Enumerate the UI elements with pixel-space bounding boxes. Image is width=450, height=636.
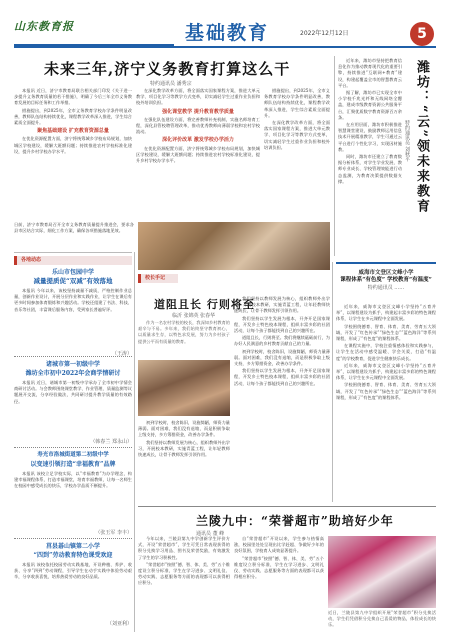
lead-paragraph: 在深化教学改革方面，将全面落实国家课程方案，推进大单元教学、项目化学习等教学方式变革，切实减轻学生过重作业负担和校外培训负担。 [136,88,260,106]
lead-paragraph: 本报讯 近日，济宁市教育局联合相关部门印发《关于进一步提升义务教育质量的若干措施》，明确了今后三年全市义务教育发展的目标任务和工作举措。 [14,88,132,106]
lead-subhead: 强化课堂教学 提升教育教学质量 [162,108,234,115]
lead-paragraph: 在优化资源配置方面，济宁将统筹城乡学校布局规划，加快城区学校建设，缓解大班额问题；持续推进农村学校标准化建设，提升乡村学校办学水平。 [136,145,260,164]
sidebar-item-source: （刘亚利） [106,621,132,627]
weihai-body [336,304,436,502]
section-title: 基础教育 [185,22,270,44]
lead-column-3 [264,88,330,218]
feature-intro [138,320,230,358]
weihai-header [336,262,436,302]
sidebar-item-body [14,471,132,529]
lead-paragraph: 在强化队伍建设方面，将完善教师补充机制，实施名师培育工程，深化县管校聘管理改革，推动优秀教师向薄弱学校和农村学校流动。 [136,116,260,135]
sidebar-item-title-1: 莒县碁山镇第二小学 [45,543,100,550]
feature-photo [138,360,230,416]
weihai-paragraph: 在课程实施中，学校注重情感体验和实践参与，让学生在活动中感受温暖、学会关爱，打造“有温度”的学校教育，促进学生健康快乐成长。 [336,343,436,361]
lanling-paragraph: “荣誉超市”按照“德、智、体、美、劳”五个维度设立积分标准，学生在学习进步、文明礼仪、劳动实践、志愿服务等方面的表现都可以获得相应积分。 [138,561,230,586]
sidebar-item-title-1: 寿光市洛城街道第二初级中学 [37,452,109,458]
sidebar-item-body [14,562,132,620]
sidebar-item [14,357,132,447]
column-divider [332,262,333,502]
lead-subhead: 深化评价改革 激发学校办学活力 [162,137,234,144]
feature-paragraph: 初到学校时，校舍陈旧，设施简陋，师资力量薄弱。面对困难，我们没有退缩，而是积极争取上级支持，多方筹措资金，改善办学条件。 [138,420,230,438]
right-column-body [338,58,402,258]
sidebar-item-title-2: 以变速引领打造“幸福教育”品牌 [30,461,116,468]
left-sidebar [14,268,132,630]
sidebar-item-source: （王涛） [111,351,132,357]
lanling-column-1 [138,536,230,630]
lead-column-2 [136,88,260,218]
lanling-column-2 [234,536,324,630]
lanling-paragraph: “荣誉超市”按照“德、智、体、美、劳”五个维度设立积分标准，学生在学习进步、文明礼仪、劳动实践、志愿服务等方面的表现都可以获得相应积分。 [234,555,324,580]
sidebar-tag: 各地动态 [14,256,132,265]
issue-date: 2022年12月12日 [300,30,349,37]
sidebar-item-body [14,380,132,438]
weihai-paragraph: 学校围绕德育、智育、体育、美育、劳育五大领域，开发了“红色传承”“绿色生态”“蓝色海洋”等系列课程，形成了“有色度”的课程体系。 [336,323,436,342]
weihai-title-1: 威海市文登区文峰小学 [358,270,414,276]
lead-paragraph: 在深化教学改革方面，将全面落实国家课程方案，推进大单元教学、项目化学习等教学方式变革，切实减轻学生过重作业负担和校外培训负担。 [264,120,330,150]
newspaper-logo: 山东教育报 [14,20,74,33]
feature-paragraph: 我们坚持以教师发展为核心，组织教师外出学习，开展校本教研，实施青蓝工程，让年轻教师快速成长，让骨干教师发挥引领作用。 [234,296,330,314]
lead-photo [138,222,330,270]
lanling-paragraph: 自“荣誉超市”开设以来，学生参与热情高涨，校园里处处呈现出比学赶超、争做好少年的良好氛围，学校育人成效显著提升。 [234,536,324,554]
sidebar-item [14,448,132,538]
sidebar-paragraph: 本报讯 该校立足学校实际，以“幸福教育”为办学理念，构建幸福课程体系，打造幸福课堂，培育幸福教师，让每一名师生在校园中感受成长的快乐，学校办学品质不断提升。 [14,471,132,489]
feature-tag: 校长手记 [138,274,178,283]
section-divider [14,252,132,253]
lanling-paragraph: 今年以来，兰陵县第九中学创新学生评价方式，开设“荣誉超市”，学生可凭日常表现获得的积分兑换学习用品、图书及荣誉奖励，有效激发了学生的学习积极性。 [138,536,230,560]
sidebar-item-source: （韩春兰 郑永山） [90,439,132,445]
lead-paragraph: 措施提出，到2025年，全市义务教育学校办学条件明显改善，教师队伍结构持续优化，课程教学改革深入推进，学生综合素质全面提升。 [264,88,330,118]
feature-byline: 临沂 张锦英 张春华 [172,313,216,319]
sidebar-item-title-2: 减量提质促“双减”有效落地 [33,277,113,285]
vertical-feature-title: 潍坊：“云”领未来教育 [414,60,429,214]
lead-paragraph: 在优化资源配置方面，济宁将统筹城乡学校布局规划，加快城区学校建设，缓解大班额问题；持续推进农村学校标准化建设，提升乡村学校办学水平。 [14,136,132,154]
lanling-title: 兰陵九中：“荣誉超市”助培好少年 [196,514,394,528]
column-divider [134,252,135,632]
lanling-photo [328,536,436,608]
lead-paragraph: 措施提出，到2025年，全市义务教育学校办学条件明显改善，教师队伍结构持续优化，课程教学改革深入推进，学生综合素质全面提升。 [14,107,132,126]
weihai-title-2: 课程体系“有色度” 学校教育“有温度” [340,277,432,283]
sidebar-item-body [14,288,132,350]
lanling-photo-caption: 近日，兰陵县第九中学组织开展“荣誉超市”积分兑换活动，学生们凭借积分兑换自己喜爱的物品，体验成长的快乐。 [328,610,436,627]
sidebar-item-title-2: 潍坊全市初中2022年会商学情研讨 [25,370,121,377]
lead-headline: 未来三年,济宁义务教育打算这么干 [44,60,291,78]
feature-title: 道阻且长 行则将至 [154,298,255,311]
lead-column-1 [14,88,132,218]
sidebar-paragraph: 本报讯 今年以来，该校坚持减量不减质，严格控制作业总量，创新作业设计，开展分层作业和实践作业，让学生在课后有更多时间参加体育锻炼和兴趣活动。学校还组建了书法、科技、音乐等社团，丰富课后服务内容，受到家长普遍好评。 [14,288,132,312]
weihai-paragraph: 近年来，威海市文登区文峰小学坚持“五育并举”，以课程建设为抓手，构建起丰富多彩的特色课程体系，让学生在多元课程中全面发展。 [336,362,436,381]
page-number-badge: 5 [410,22,434,46]
right-paragraph: 近年来，潍坊市坚持把教育信息化作为推动教育现代化的重要引擎，持续推进“互联网+教育”建设，构建起覆盖全市的智慧教育云平台。 [338,58,402,88]
sidebar-item-title-2: “四到”劳动教育特色课受欢迎 [33,552,113,559]
feature-column-2 [234,296,330,502]
column-divider [334,56,335,256]
feature-column-1 [138,420,230,502]
lead-byline: 特约通讯员 潘秀宗 [150,81,192,87]
right-paragraph: 在应用层面，潍坊市积极推进智慧课堂建设，鼓励教师运用信息技术开展精准教学，学生可通过云平台进行个性化学习，实现因材施教。 [338,122,402,152]
feature-paragraph: 初到学校时，校舍陈旧，设施简陋，师资力量薄弱。面对困难，我们没有退缩，而是积极争取上级支持，多方筹措资金，改善办学条件。 [234,348,330,367]
vertical-feature-byline: 特约通讯员 刘秋平 [404,120,410,162]
sidebar-item [14,539,132,625]
weihai-paragraph: 近年来，威海市文登区文峰小学坚持“五育并举”，以课程建设为抓手，构建起丰富多彩的特色课程体系，让学生在多元课程中全面发展。 [336,304,436,322]
feature-paragraph: 我们坚持以学生发展为根本，开齐开足国家课程，开发乡土特色校本课程，组织丰富多彩的社团活动，让每个孩子都能找到自己的兴趣所在。 [234,368,330,386]
sidebar-paragraph: 本报讯 该校依托校园劳动实践基地，开设种植、养护、收获、分享“四到”劳动课程，引导学生在动手实践中体验劳动艰辛，分享收获喜悦，培养热爱劳动的良好品质。 [14,562,132,580]
lead-subhead: 聚焦基础建设 扩充教育资源总量 [37,128,109,135]
section-divider [138,506,436,507]
sidebar-item-title-1: 乐山市包园中学 [51,269,94,276]
weihai-byline: 特约通讯员 …… [367,285,405,291]
right-paragraph: 据了解，潍坊市已实现全市中小学校千兆光纤和无线网络全覆盖，建成市级教育资源公共服务平台，汇聚优质数字教育资源百万余条。 [338,90,402,120]
sidebar-item [14,268,132,356]
feature-intro-text: 作为一名农村学校的校长，我深知乡村教育的艰辛与不易。多年来，我们始终坚守教育初心，以质量求生存，以特色求发展，努力为乡村孩子提供公平而有质量的教育。 [138,320,230,344]
sidebar-paragraph: 本报讯 近日，诸城市第一初级中学承办了全市初中学情会商研讨活动。与会教师围绕课堂教学、作业管理、质量监测等议题展开交流，分享经验做法，共同研讨提升教学质量的有效路径。 [14,380,132,404]
masthead-rule [14,46,436,48]
weihai-paragraph: 学校围绕德育、智育、体育、美育、劳育五大领域，开发了“红色传承”“绿色生态”“蓝色海洋”等系列课程，形成了“有色度”的课程体系。 [336,382,436,400]
right-paragraph: 同时，潍坊市还建立了教育数据分析体系，对学生学业发展、教师专业成长、学校管理效能进行动态监测，为教育决策提供数据支撑。 [338,154,402,184]
lanling-byline: 通讯员 董 峰 [196,531,225,537]
sidebar-item-title-1: 诸城市第一初级中学 [45,361,100,368]
feature-paragraph: 我们坚持以学生发展为根本，开齐开足国家课程，开发乡土特色校本课程，组织丰富多彩的社团活动，让每个孩子都能找到自己的兴趣所在。 [234,315,330,334]
lead-notice: 日前，济宁市教育局召开全市义务教育质量提升推进会，要求各县市区结合实际，细化工作方案，确保各项措施落地见效。 [14,222,134,233]
feature-paragraph: 我们坚持以教师发展为核心，组织教师外出学习，开展校本教研，实施青蓝工程，让年轻教师快速成长，让骨干教师发挥引领作用。 [138,439,230,458]
sidebar-item-source: （张玉军 李丰） [95,530,132,536]
feature-paragraph: 道阻且长，行则将至。我们将继续砥砺前行，为办好人民满意的乡村教育贡献自己的力量。 [234,335,330,347]
